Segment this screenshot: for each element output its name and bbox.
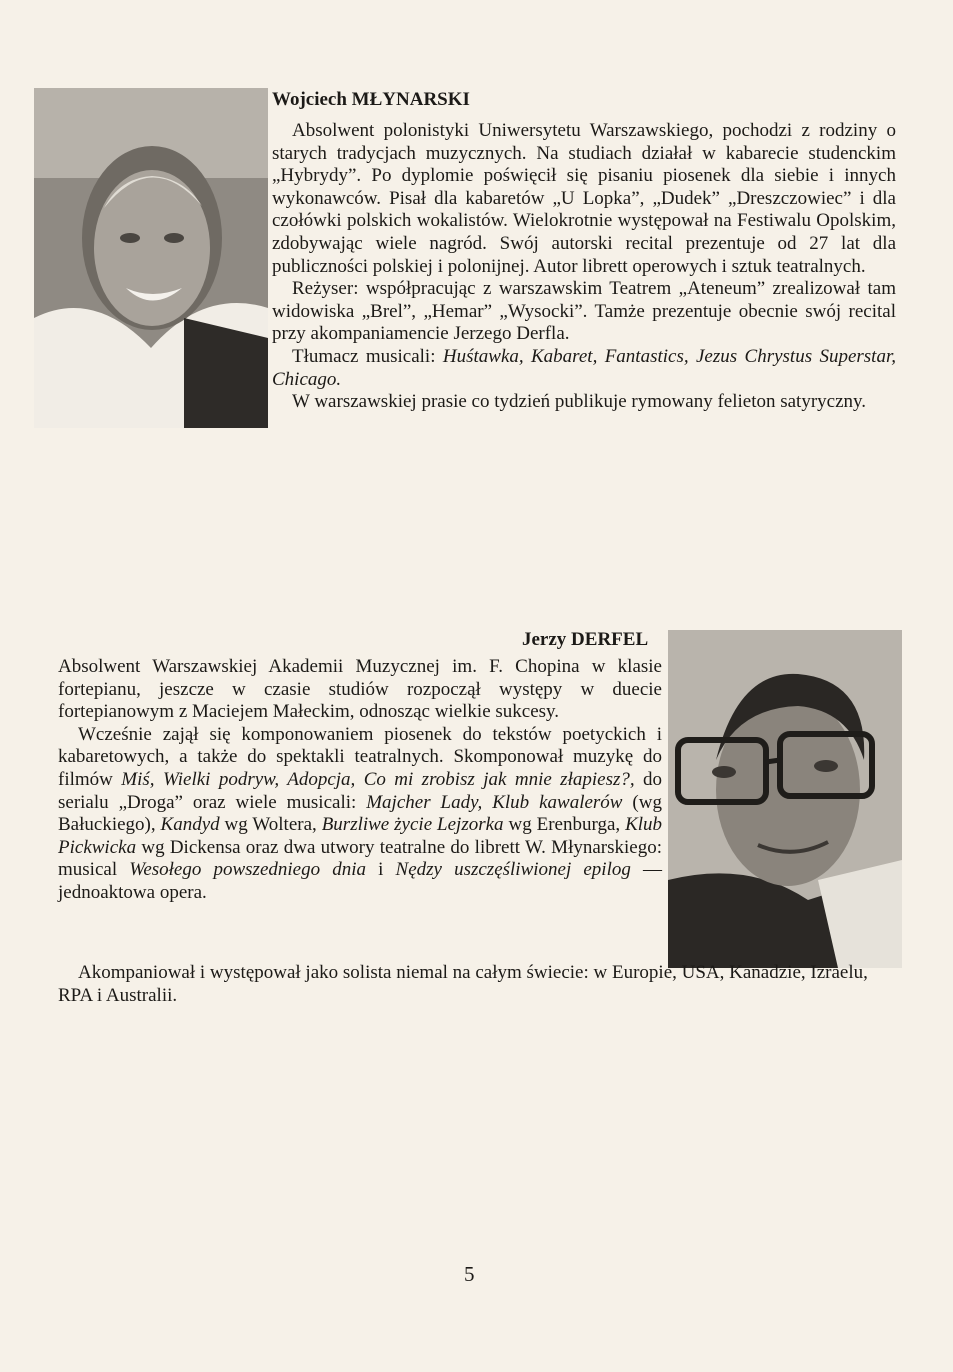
page-number: 5 [464,1262,475,1286]
musical-titles: Huśtawka, Kabaret, Fantastics, Jezus Chrystus Superstar, Chicago. [272,345,896,390]
bio-text: wg Woltera, [219,814,322,836]
bio-text: Tłumacz musicali: [292,345,443,367]
bio-text: do serialu „Droga” oraz wiele musicali: [58,768,663,813]
work-title: Klub Pickwicka [58,814,663,858]
work-title: Wesołego powszedniego dnia [129,859,366,881]
bio-text: Wcześnie zajął się komponowaniem piosenek do tekstów poetyckich i kabaretowych, a także do spektakli teatralnych. Skomponował muzykę do filmów [58,723,662,790]
bio-paragraph: Akompaniował i występował jako solista niemal na całym świecie: w Europie, USA, Kanadzie, Izraelu, RPA i Australii. [58,962,868,1006]
bio-paragraph [58,724,662,905]
bio-mlynarski [272,120,896,414]
person-name-derfel: Jerzy DERFEL [522,629,649,650]
work-title: Majcher Lady, Klub kawalerów [366,791,623,813]
portrait-photo-derfel [668,630,902,968]
bio-paragraph: Absolwent polonistyki Uniwersytetu Warszawskiego, pochodzi z rodziny o starych tradycjach muzycznych. Na studiach działał w kabarecie studenckim „Hybrydy”. Po dyplomie poświęcił się pisaniu piosenek dla siebie i innych wykonawców. Pisał dla kabaretów „U Lopka”, „Dudek” „Dreszczowiec” i dla czołówki polskich wokalistów. Wielokrotnie występował na Festiwalu Opolskim, zdobywając wiele nagród. Swój autorski recital prezentuje od 27 lat dla publiczności polskiej i polonijnej. Autor librett operowych i sztuk teatralnych. [272,120,896,277]
bio-paragraph [272,346,896,391]
work-title: Kandyd [160,814,220,836]
bio-derfel-part1 [58,656,662,905]
bio-text: wg Dickensa oraz dwa utwory teatralne do librett W. Młynarskiego: musical [58,836,662,881]
bio-text: — jednoaktowa opera. [58,859,662,903]
person-name-mlynarski: Wojciech MŁYNARSKI [272,89,470,110]
bio-paragraph: Absolwent Warszawskiej Akademii Muzycznej im. F. Chopina w klasie fortepianu, jeszcze w czasie studiów rozpoczął występy w duecie fortepianowym z Maciejem Małeckim, odnosząc wielkie sukcesy. [58,656,662,723]
bio-text: i [366,859,396,881]
portrait-photo-mlynarski [34,88,268,428]
work-title: Burzliwe życie Lejzorka [321,814,504,836]
bio-paragraph: Reżyser: współpracując z warszawskim Teatrem „Ateneum” zrealizował tam widowiska „Brel”, „Hemar” „Wysocki”. Tamże prezentuje obecnie swój recital przy akompaniamencie Jerzego Derfla. [272,278,896,345]
bio-text: (wg Bałuckiego), [58,791,662,836]
work-title: Nędzy uszczęśliwionej epilog [395,859,631,881]
bio-text: wg Erenburga, [503,814,626,836]
bio-derfel-part2 [58,962,898,1007]
work-title: Miś, Wielki podryw, Adopcja, Co mi zrobisz jak mnie złapiesz?, [121,768,635,790]
bio-paragraph: W warszawskiej prasie co tydzień publikuje rymowany felieton satyryczny. [292,391,867,413]
